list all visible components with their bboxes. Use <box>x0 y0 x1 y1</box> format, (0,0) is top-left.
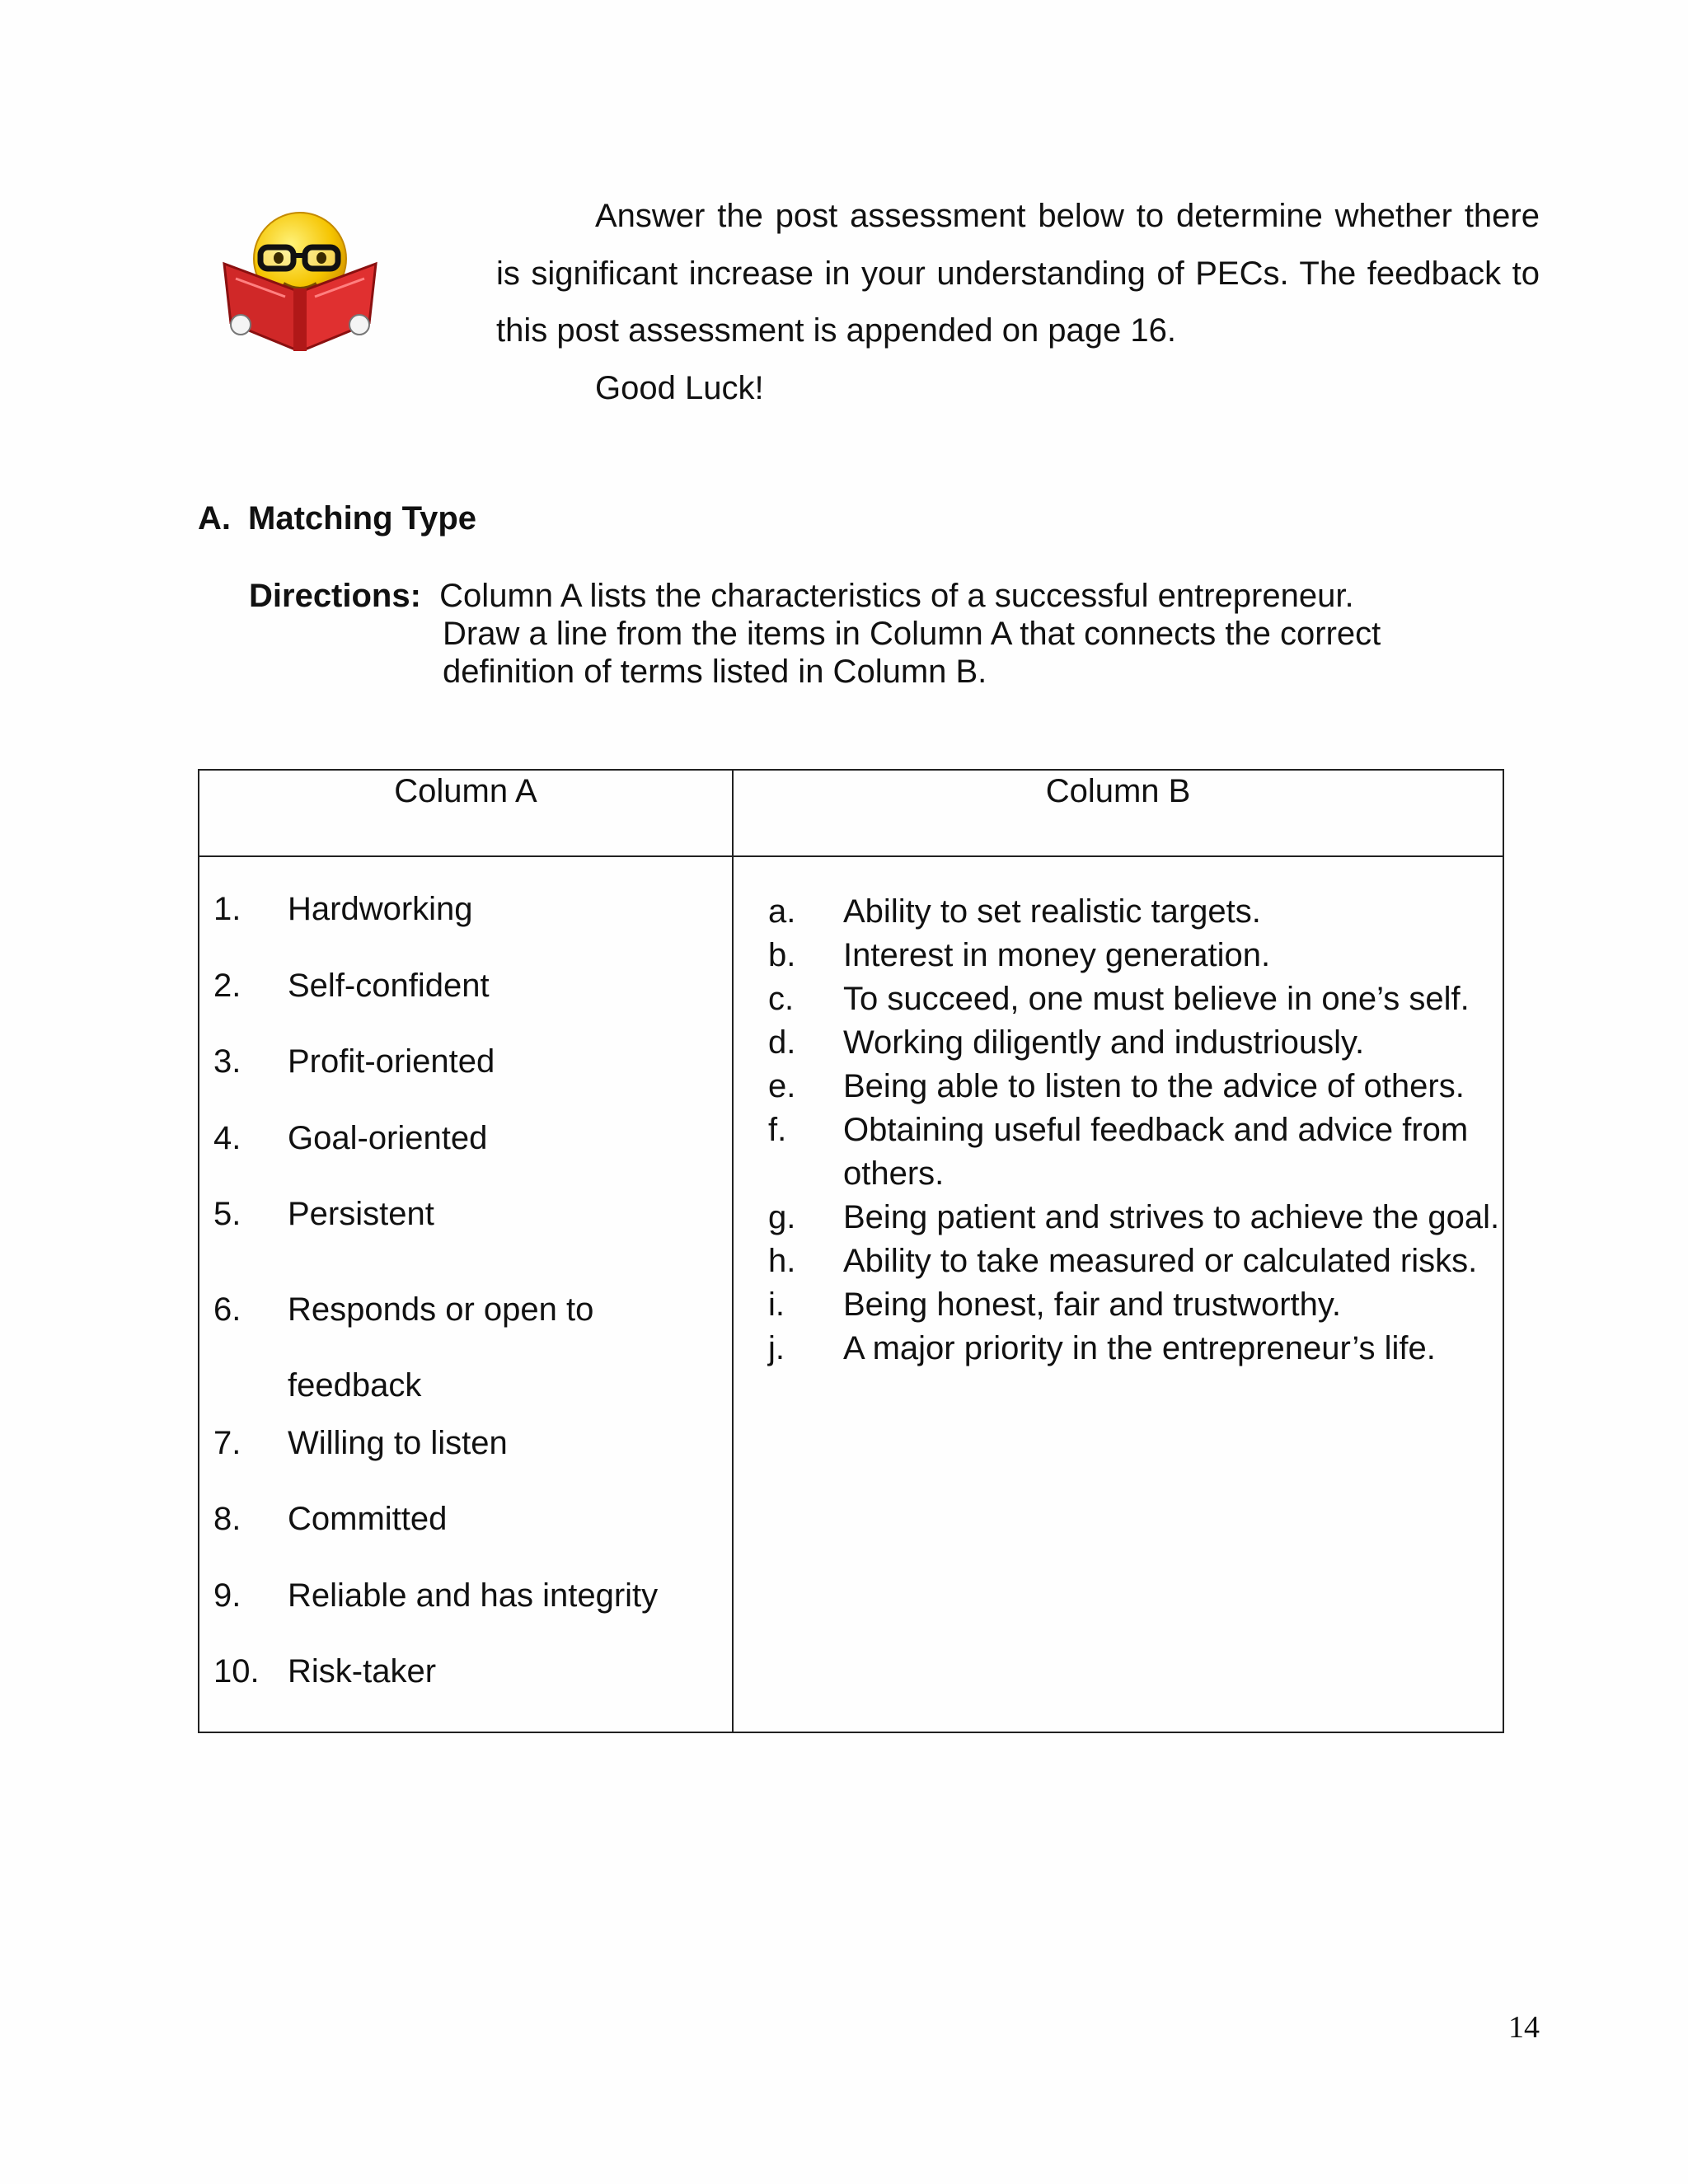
column-a-item[interactable]: 5. Persistent <box>213 1196 434 1232</box>
intro-paragraph: Answer the post assessment below to determine whether there is significant increase in your understanding of PECs. The feedback to this post assessment is appended on page 16. <box>496 198 1540 349</box>
column-a-item[interactable]: 6. Responds or open to feedback <box>213 1291 594 1404</box>
column-b-item[interactable]: b. Interest in money generation. <box>768 937 1271 973</box>
column-a-list <box>199 857 732 1729</box>
column-b-item[interactable]: a. Ability to set realistic targets. <box>768 893 1261 930</box>
directions-line-1: Directions: Column A lists the characteristics of a successful entrepreneur. <box>249 578 1354 614</box>
column-b-header: Column B <box>733 770 1503 856</box>
column-a-header: Column A <box>199 770 733 856</box>
column-a-item[interactable]: 3. Profit-oriented <box>213 1043 495 1080</box>
directions <box>249 577 1381 691</box>
column-a-cell <box>199 856 733 1732</box>
directions-line-2: Draw a line from the items in Column A that connects the correct <box>443 616 1381 652</box>
column-b-item[interactable]: i. Being honest, fair and trustworthy. <box>768 1286 1342 1323</box>
column-a-item[interactable]: 9. Reliable and has integrity <box>213 1577 659 1614</box>
column-b-item[interactable]: h. Ability to take measured or calculated risks. <box>768 1243 1478 1279</box>
reading-smiley-icon <box>219 208 381 351</box>
column-a-item[interactable]: 10. Risk-taker <box>213 1653 437 1690</box>
table-header-row <box>199 770 1503 856</box>
column-b-item[interactable]: g. Being patient and strives to achieve the goal. <box>768 1199 1500 1235</box>
table-body-row <box>199 856 1503 1732</box>
column-b-item[interactable]: e. Being able to listen to the advice of others. <box>768 1068 1465 1104</box>
section-title <box>198 500 476 537</box>
section-title-text: Matching Type <box>248 500 477 537</box>
page-number: 14 <box>1508 2010 1540 2045</box>
column-b-item[interactable]: d. Working diligently and industriously. <box>768 1024 1365 1061</box>
directions-line-3: definition of terms listed in Column B. <box>443 654 987 690</box>
column-a-item[interactable]: 2. Self-confident <box>213 967 490 1004</box>
column-a-item[interactable]: 7. Willing to listen <box>213 1424 508 1461</box>
column-a-item[interactable]: 1. Hardworking <box>213 891 473 927</box>
column-b-cell <box>733 856 1503 1732</box>
matching-table <box>198 769 1504 1733</box>
column-b-item[interactable]: f. Obtaining useful feedback and advice from others. <box>768 1112 1469 1192</box>
intro-block <box>496 188 1540 417</box>
section-letter: A. <box>198 500 231 537</box>
column-a-item[interactable]: 4. Goal-oriented <box>213 1119 488 1156</box>
column-b-item[interactable]: c. To succeed, one must believe in one’s self. <box>768 981 1470 1017</box>
column-b-item[interactable]: j. A major priority in the entrepreneur’s life. <box>768 1330 1436 1366</box>
directions-label: Directions: <box>249 578 421 614</box>
column-a-item[interactable]: 8. Committed <box>213 1501 448 1537</box>
column-b-list <box>734 857 1503 1371</box>
good-luck-text: Good Luck! <box>595 369 764 406</box>
